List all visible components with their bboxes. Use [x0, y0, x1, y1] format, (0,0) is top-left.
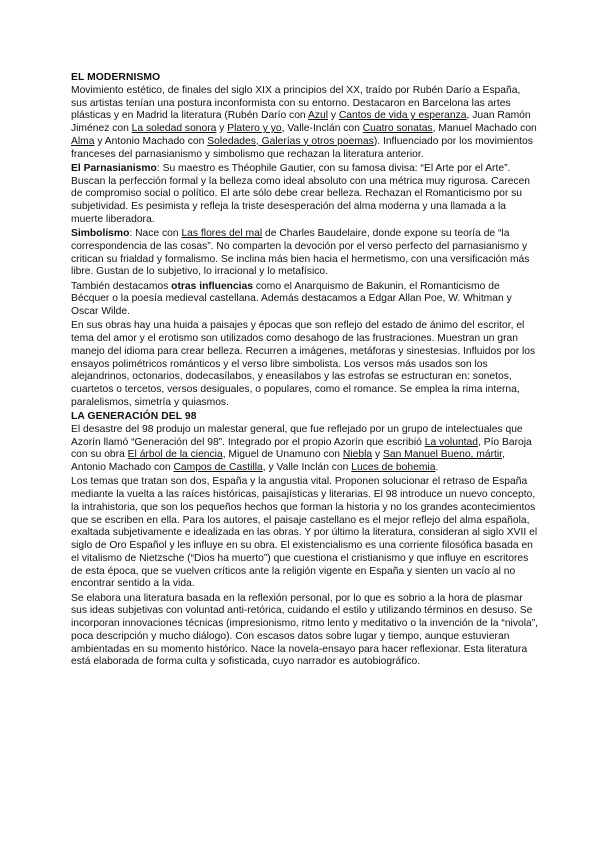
work-title: San Manuel Bueno, mártir	[382, 449, 503, 461]
work-title: Platero y yo	[227, 123, 282, 134]
text-run: , Miguel de Unamuno con	[222, 449, 343, 461]
text-run: Los temas que tratan son dos, España y la angustia vital. Proponen solucionar el retraso de España mediante la vuelta a las raíces históricas, paisajísticas y literarias. El 98 introduce un nuevo concepto, la intrahistoria, que son los pequeños hechos que forman la historia y no los grandes acontecimientos que se escriben en ella. Para los autores, el paisaje castellano es el mejor reflejo del alma española, exaltada subjetivamente e idealizada en las obras. Y por último la literatura, consideran al siglo XVII el siglo de Oro Español y les influye en su obra. El existencialismo es una corriente filosófica basada en el vitalismo de Nietzsche (“Dios ha muerto”) que cuestiona el cristianismo y que influye en escritores de esta época, que se vuelven críticos ante la religión vigente en España y sienten un vacío al no encontrar sentido a la vida.	[71, 476, 538, 590]
text-run: Movimiento estético, de finales del siglo XIX a principios del XX, traído por Rubén Darío a España, sus artistas tenían una postura inconformista con su entorno. Destacaron en Barcelona las artes plásticas y en Madrid la literatura (Rubén Darío con	[71, 84, 521, 122]
work-title: El árbol de la ciencia	[127, 449, 223, 461]
text-run: También destacamos	[71, 280, 172, 292]
work-title: Luces de bohemia	[351, 462, 436, 473]
work-title: Cantos de vida y esperanza	[338, 110, 467, 122]
section-body	[71, 424, 538, 669]
text-run: y	[327, 110, 339, 122]
text-run: , Pío Baroja con su obra	[71, 436, 532, 461]
text-run: y	[216, 123, 228, 134]
work-title: Las flores del mal	[181, 228, 263, 239]
paragraph	[71, 320, 538, 409]
text-run: : Su maestro es Théophile Gautier, con su famosa divisa: “El Arte por el Arte”. Buscan la perfección formal y la belleza como ideal absoluto con una métrica muy rigurosa. Carecen de compromiso social o político. El arte sólo debe crear belleza. Rechazan el Romanticismo por su subjetividad. Es pesimista y refleja la triste desesperación del alma moderna y una llamada a la muerte liberadora.	[71, 162, 531, 225]
paragraph	[71, 163, 538, 227]
bold-term: Simbolismo	[71, 228, 130, 239]
work-title: La voluntad	[424, 436, 478, 448]
section-heading: EL MODERNISMO	[71, 72, 161, 83]
text-run: de Charles Baudelaire, donde expone su teoría de “la correspondencia de las cosas”. No comparten la devoción por el verso perfecto del parnasianismo y critican su frialdad y formalismo. Se inclina más bien hacia el hermetismo, con una versificación más libre. Gustan de lo subjetivo, lo irracional y lo metafísico.	[71, 228, 530, 278]
work-title: Cuatro sonatas	[362, 123, 433, 134]
work-title: Niebla	[342, 449, 373, 461]
text-run: , y Valle Inclán con	[262, 462, 352, 473]
paragraph	[71, 281, 538, 319]
text-run: Se elabora una literatura basada en la reflexión personal, por lo que es sobrio a la hora de plasmar sus ideas subjetivas con voluntad anti-retórica, cuidando el estilo y utilizando términos en desuso. Se incorporan innovaciones técnicas (impresionismo, ritmo lento y meditativo o la invención de la “nivola”, poca descripción y mucho diálogo). Con escasos datos sobre lugar y tiempo, aunque estuvieran ambientadas en su momento histórico. Nace la novela-ensayo para hacer reflexionar. Esta literatura está elaborada de forma culta y sofisticada, cuyo narrador es autobiográfico.	[71, 592, 539, 668]
paragraph	[71, 593, 538, 670]
section-body	[71, 85, 538, 410]
section-modernismo	[71, 72, 538, 410]
paragraph	[71, 228, 538, 279]
paragraph	[71, 85, 538, 162]
section-generacion-98	[71, 411, 538, 669]
text-run: .	[435, 462, 439, 473]
work-title: Soledades, Galerías y otros poemas	[207, 135, 374, 147]
bold-term: El Parnasianismo	[71, 162, 157, 174]
text-run: , Manuel Machado con	[432, 123, 537, 134]
text-run: : Nace con	[129, 228, 182, 239]
paragraph	[71, 424, 538, 475]
text-run: En sus obras hay una huida a paisajes y épocas que son reflejo del estado de ánimo del escritor, el tema del amor y el erotismo son utilizados como desahogo de las frustraciones. Muestran un gran manejo del idioma para crear belleza. Recurren a imágenes, metáforas y sinestesias. Influidos por los ensayos polimétricos románticos y el verso libre simbolista. Los versos más usados son los alejandrinos, octonarios, dodecasílabos, y eneasílabos y las estrofas se estructuran en: sonetos, cuartetos o tercetos, versos desiguales, o populares, como el romance. Se emplea la rima interna, paralelismos, simetría y quiasmos.	[71, 320, 536, 408]
work-title: Alma	[71, 135, 95, 147]
paragraph	[71, 476, 538, 591]
section-heading: LA GENERACIÓN DEL 98	[71, 411, 197, 422]
work-title: La soledad sonora	[131, 123, 217, 134]
bold-term: otras influencias	[171, 280, 253, 292]
text-run: ). Influenciado por los movimientos franceses del parnasianismo y simbolismo que rechazan la literatura anterior.	[71, 135, 533, 160]
text-run: , Juan Ramón Jiménez con	[71, 110, 531, 134]
text-run: como el Anarquismo de Bakunin, el Romanticismo de Bécquer o la poesía medieval castellana. Además destacamos a Edgar Allan Poe, W. Whitman y Oscar Wilde.	[71, 280, 512, 317]
text-run: , Antonio Machado con	[71, 449, 505, 473]
work-title: Azul	[307, 110, 328, 122]
text-run: y Antonio Machado con	[94, 135, 208, 147]
work-title: Campos de Castilla	[173, 462, 263, 473]
text-run: El desastre del 98 produjo un malestar general, que fue reflejado por un grupo de intelectuales que Azorín llamó “Generación del 98”. Integrado por el propio Azorín que escribió	[71, 423, 523, 448]
text-run: y	[372, 449, 383, 461]
text-run: , Valle-Inclán con	[281, 123, 363, 134]
